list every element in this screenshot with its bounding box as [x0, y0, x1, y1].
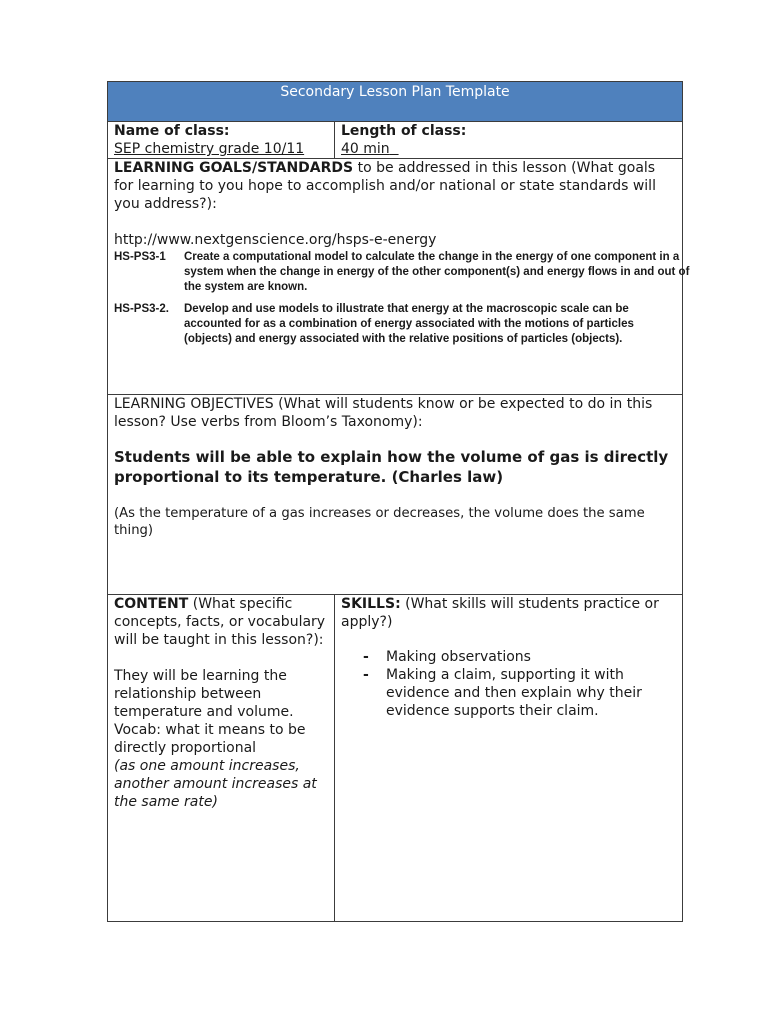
content-skills-row	[108, 595, 682, 921]
bullet-dash: -	[363, 667, 369, 683]
skills-list	[341, 648, 676, 720]
learning-goals-intro	[114, 159, 676, 213]
standard-item	[114, 250, 690, 295]
standard-code: HS-PS3-1	[114, 251, 166, 263]
content-cell	[108, 595, 335, 921]
skill-text: Making a claim, supporting it with evidence and then explain why their evidence supports their claim.	[386, 667, 642, 719]
objective-note: (As the temperature of a gas increases or decreases, the volume does the same thing)	[114, 506, 645, 538]
content-vocab-note: (as one amount increases, another amount increases at the same rate)	[114, 758, 317, 810]
skills-heading: SKILLS:	[341, 596, 401, 612]
learning-objectives-intro	[114, 395, 676, 431]
learning-objectives-heading: LEARNING OBJECTIVES	[114, 396, 274, 412]
learning-goals-cell	[108, 159, 690, 394]
content-prompt: (What specific concepts, facts, or vocabulary will be taught in this lesson?):	[114, 596, 326, 648]
content-intro	[114, 595, 328, 649]
class-name-cell	[108, 122, 335, 158]
skill-text: Making observations	[386, 649, 531, 665]
learning-goals-prompt: to be addressed in this lesson (What goals for learning to you hope to accomplish and/or national or state standards will you address?):	[114, 160, 656, 212]
skills-intro	[341, 595, 676, 631]
bullet-dash: -	[363, 649, 369, 665]
objective-statement: Students will be able to explain how the volume of gas is directly proportional to its temperature. (Charles law)	[114, 448, 669, 486]
skills-list-item	[363, 666, 676, 720]
standards-list	[114, 250, 690, 347]
standard-code: HS-PS3-2.	[114, 303, 169, 315]
standard-text: Create a computational model to calculate the change in the energy of one component in a system when the change in energy of the other component(s) and energy flows in and out of the system are known.	[184, 251, 690, 293]
class-info-row	[108, 122, 682, 159]
skills-list-item	[363, 648, 676, 666]
class-length-value: 40 min	[341, 141, 390, 157]
class-name-value: SEP chemistry grade 10/11	[114, 141, 305, 157]
standard-text: Develop and use models to illustrate that energy at the macroscopic scale can be accounted for as a combination of energy associated with the motions of particles (objects) and energy associated with the relative positions of particles (objects).	[184, 303, 634, 345]
learning-objectives-row	[108, 395, 682, 595]
class-length-label: Length of class:	[341, 123, 467, 139]
content-vocab: Vocab: what it means to be directly proportional	[114, 722, 306, 756]
class-length-cell	[335, 122, 682, 158]
content-heading: CONTENT	[114, 596, 189, 612]
learning-objectives-cell	[108, 395, 682, 594]
lesson-plan-table	[107, 81, 690, 922]
template-title: Secondary Lesson Plan Template	[108, 82, 682, 122]
class-name-label: Name of class:	[114, 123, 230, 139]
learning-objectives-prompt: (What will students know or be expected to do in this lesson? Use verbs from Bloom’s Taxonomy):	[114, 396, 653, 430]
learning-goals-row	[108, 159, 690, 395]
skills-prompt: (What skills will students practice or apply?)	[341, 596, 659, 630]
standards-url: http://www.nextgenscience.org/hsps-e-energy	[114, 232, 437, 248]
skills-cell	[335, 595, 682, 921]
learning-goals-heading: LEARNING GOALS/STANDARDS	[114, 160, 354, 176]
content-body: They will be learning the relationship between temperature and volume.	[114, 668, 294, 720]
standard-item	[114, 302, 676, 347]
